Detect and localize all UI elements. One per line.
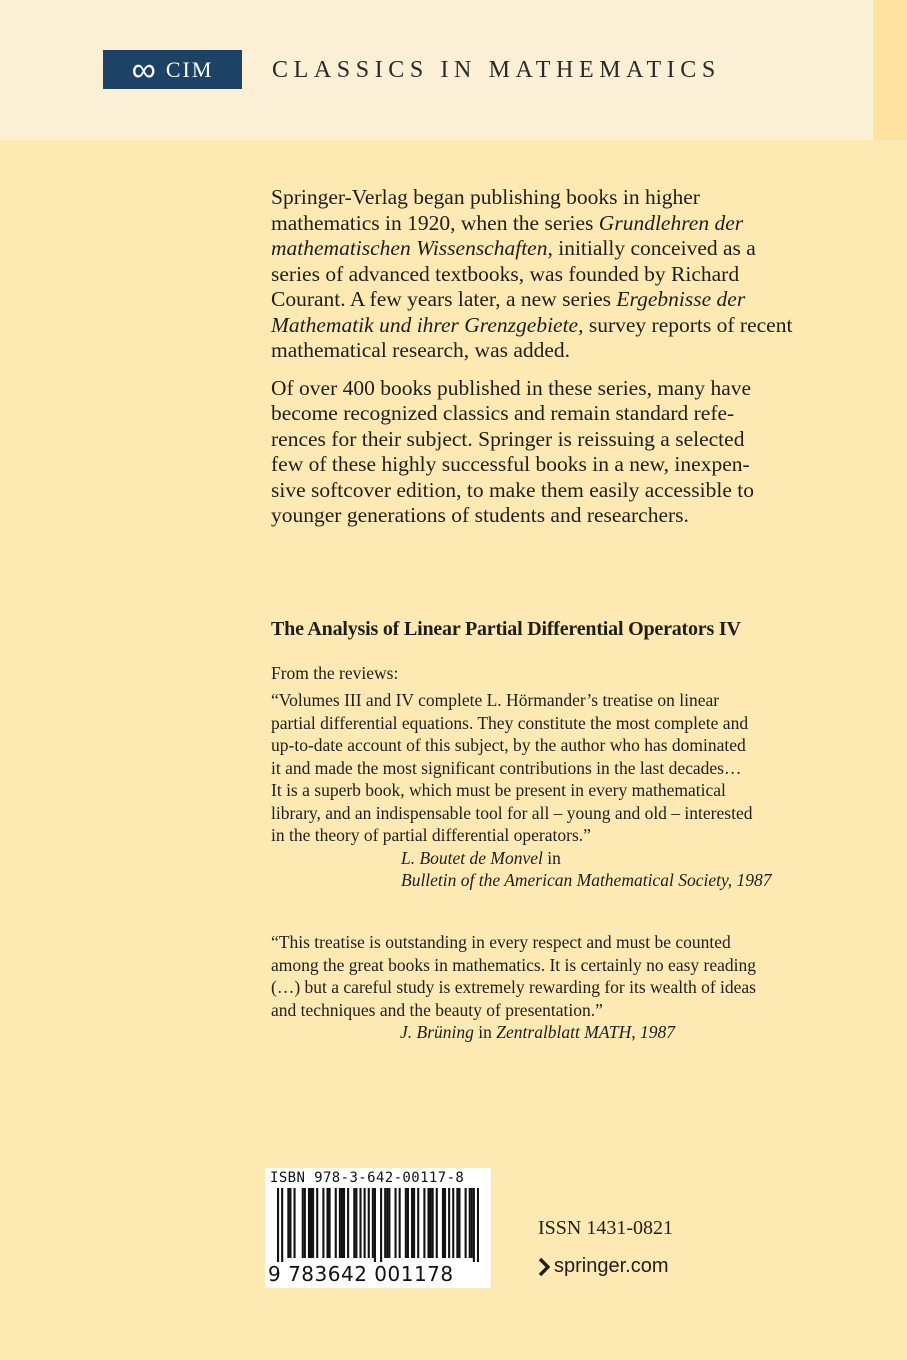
barcode-bar bbox=[394, 1188, 396, 1258]
barcode-bar bbox=[374, 1188, 376, 1262]
book-title: The Analysis of Linear Partial Differential Operators IV bbox=[271, 618, 741, 640]
barcode-bar bbox=[304, 1188, 306, 1258]
barcode-bar bbox=[417, 1188, 419, 1258]
barcode-bar bbox=[289, 1188, 291, 1258]
chevron-right-icon bbox=[538, 1257, 550, 1277]
barcode-bar bbox=[364, 1188, 366, 1258]
reviews-label: From the reviews: bbox=[271, 663, 399, 683]
cim-logo bbox=[103, 50, 242, 89]
barcode-bar bbox=[465, 1188, 467, 1258]
review-quote-1: “Volumes III and IV complete L. Hörmander’s treatise on linear partial differential equations. They constitute the most complete and up-to-date account of this subject, by the author who has dominated it and made the most significant contributions in the last decades… It is a superb book, which must be present in every mathematical library, and an indispensable tool for all – young and old – interested in the theory of partial differential operators.” L. Boutet de Monvel in Bulletin of the American Mathematical Society, 1987 bbox=[271, 689, 791, 892]
logo-text: CIM bbox=[165, 56, 214, 82]
barcode-bar bbox=[444, 1188, 446, 1258]
barcode-bar bbox=[312, 1188, 314, 1258]
barcode-bar bbox=[473, 1188, 475, 1262]
spine-edge-strip bbox=[873, 0, 907, 140]
barcode-bar bbox=[405, 1188, 407, 1258]
issn-number: ISSN 1431-0821 bbox=[538, 1217, 674, 1239]
review-1-attribution: L. Boutet de Monvel in Bulletin of the American Mathematical Society, 1987 bbox=[401, 847, 772, 890]
barcode-bar bbox=[277, 1188, 279, 1262]
website-text: springer.com bbox=[554, 1255, 669, 1277]
barcode-bar bbox=[316, 1188, 318, 1258]
barcode-bar bbox=[413, 1188, 415, 1258]
barcode-bar bbox=[380, 1188, 382, 1262]
barcode-bar bbox=[368, 1188, 370, 1258]
barcode-bars bbox=[277, 1188, 479, 1262]
isbn-label: ISBN 978-3-642-00117-8 bbox=[270, 1170, 465, 1186]
isbn-barcode bbox=[265, 1168, 491, 1288]
barcode-bar bbox=[477, 1188, 479, 1262]
review-quote-2: “This treatise is outstanding in every respect and must be counted among the great books in mathematics. It is certainly no easy reading (…) but a careful study is extremely rewarding for its wealth of ideas and techniques and the beauty of presentation.” J. Brüning in Zentralblatt MATH, 1987 bbox=[271, 931, 791, 1044]
barcode-bar bbox=[326, 1188, 328, 1258]
barcode-bar bbox=[407, 1188, 409, 1258]
barcode-bar bbox=[411, 1188, 413, 1258]
barcode-bar bbox=[339, 1188, 341, 1258]
barcode-bar bbox=[359, 1188, 361, 1258]
barcode-bar bbox=[436, 1188, 438, 1258]
barcode-bar bbox=[372, 1188, 374, 1258]
barcode-bar bbox=[341, 1188, 343, 1258]
barcode-bar bbox=[458, 1188, 460, 1258]
barcode-bar bbox=[335, 1188, 337, 1258]
barcode-bar bbox=[386, 1188, 388, 1258]
barcode-bar bbox=[329, 1188, 331, 1258]
barcode-bar bbox=[471, 1188, 473, 1258]
barcode-bar bbox=[302, 1188, 304, 1258]
barcode-bar bbox=[432, 1188, 434, 1258]
barcode-bar bbox=[427, 1188, 429, 1258]
barcode-bar bbox=[347, 1188, 349, 1258]
barcode-bar bbox=[456, 1188, 458, 1258]
barcode-bar bbox=[399, 1188, 401, 1258]
barcode-bar bbox=[281, 1188, 283, 1262]
barcode-bar bbox=[287, 1188, 289, 1258]
series-title: CLASSICS IN MATHEMATICS bbox=[272, 57, 721, 83]
intro-paragraph-2: Of over 400 books published in these series, many have become recognized classics and remain standard refe- rences for their subject. Springer is reissuing a selected few of these highly successful books in a new, inexpen- sive softcover edition, to make them easily accessible to younger generations of students and researchers. bbox=[271, 375, 755, 527]
intro-text bbox=[271, 185, 801, 529]
barcode-bar bbox=[355, 1188, 357, 1258]
review-2-attribution: J. Brüning in Zentralblatt MATH, 1987 bbox=[400, 1022, 675, 1042]
barcode-bar bbox=[293, 1188, 295, 1258]
barcode-bar bbox=[452, 1188, 454, 1258]
intro-paragraph-1: Springer-Verlag began publishing books in higher mathematics in 1920, when the series Grundlehren der mathematischen Wissenschaften, initially conceived as a series of advanced textbooks, was founded by Richard Courant. A few years later, a new series Ergebnisse der Mathematik und ihrer Grenzgebiete, survey reports of recent mathematical research, was added. bbox=[271, 185, 793, 362]
barcode-bar bbox=[322, 1188, 324, 1258]
infinity-icon: ∞ bbox=[131, 49, 156, 90]
barcode-bar bbox=[384, 1188, 386, 1258]
barcode-bar bbox=[448, 1188, 450, 1258]
barcode-bar bbox=[343, 1188, 345, 1258]
barcode-bar bbox=[442, 1188, 444, 1258]
barcode-bar bbox=[469, 1188, 471, 1258]
barcode-bar bbox=[308, 1188, 310, 1258]
barcode-bar bbox=[388, 1188, 390, 1258]
barcode-bar bbox=[423, 1188, 425, 1258]
barcode-bar bbox=[430, 1188, 432, 1258]
barcode-digits: 9 783642 001178 bbox=[268, 1262, 454, 1286]
website-link[interactable] bbox=[538, 1255, 669, 1278]
barcode-bar bbox=[310, 1188, 312, 1258]
barcode-bar bbox=[353, 1188, 355, 1258]
